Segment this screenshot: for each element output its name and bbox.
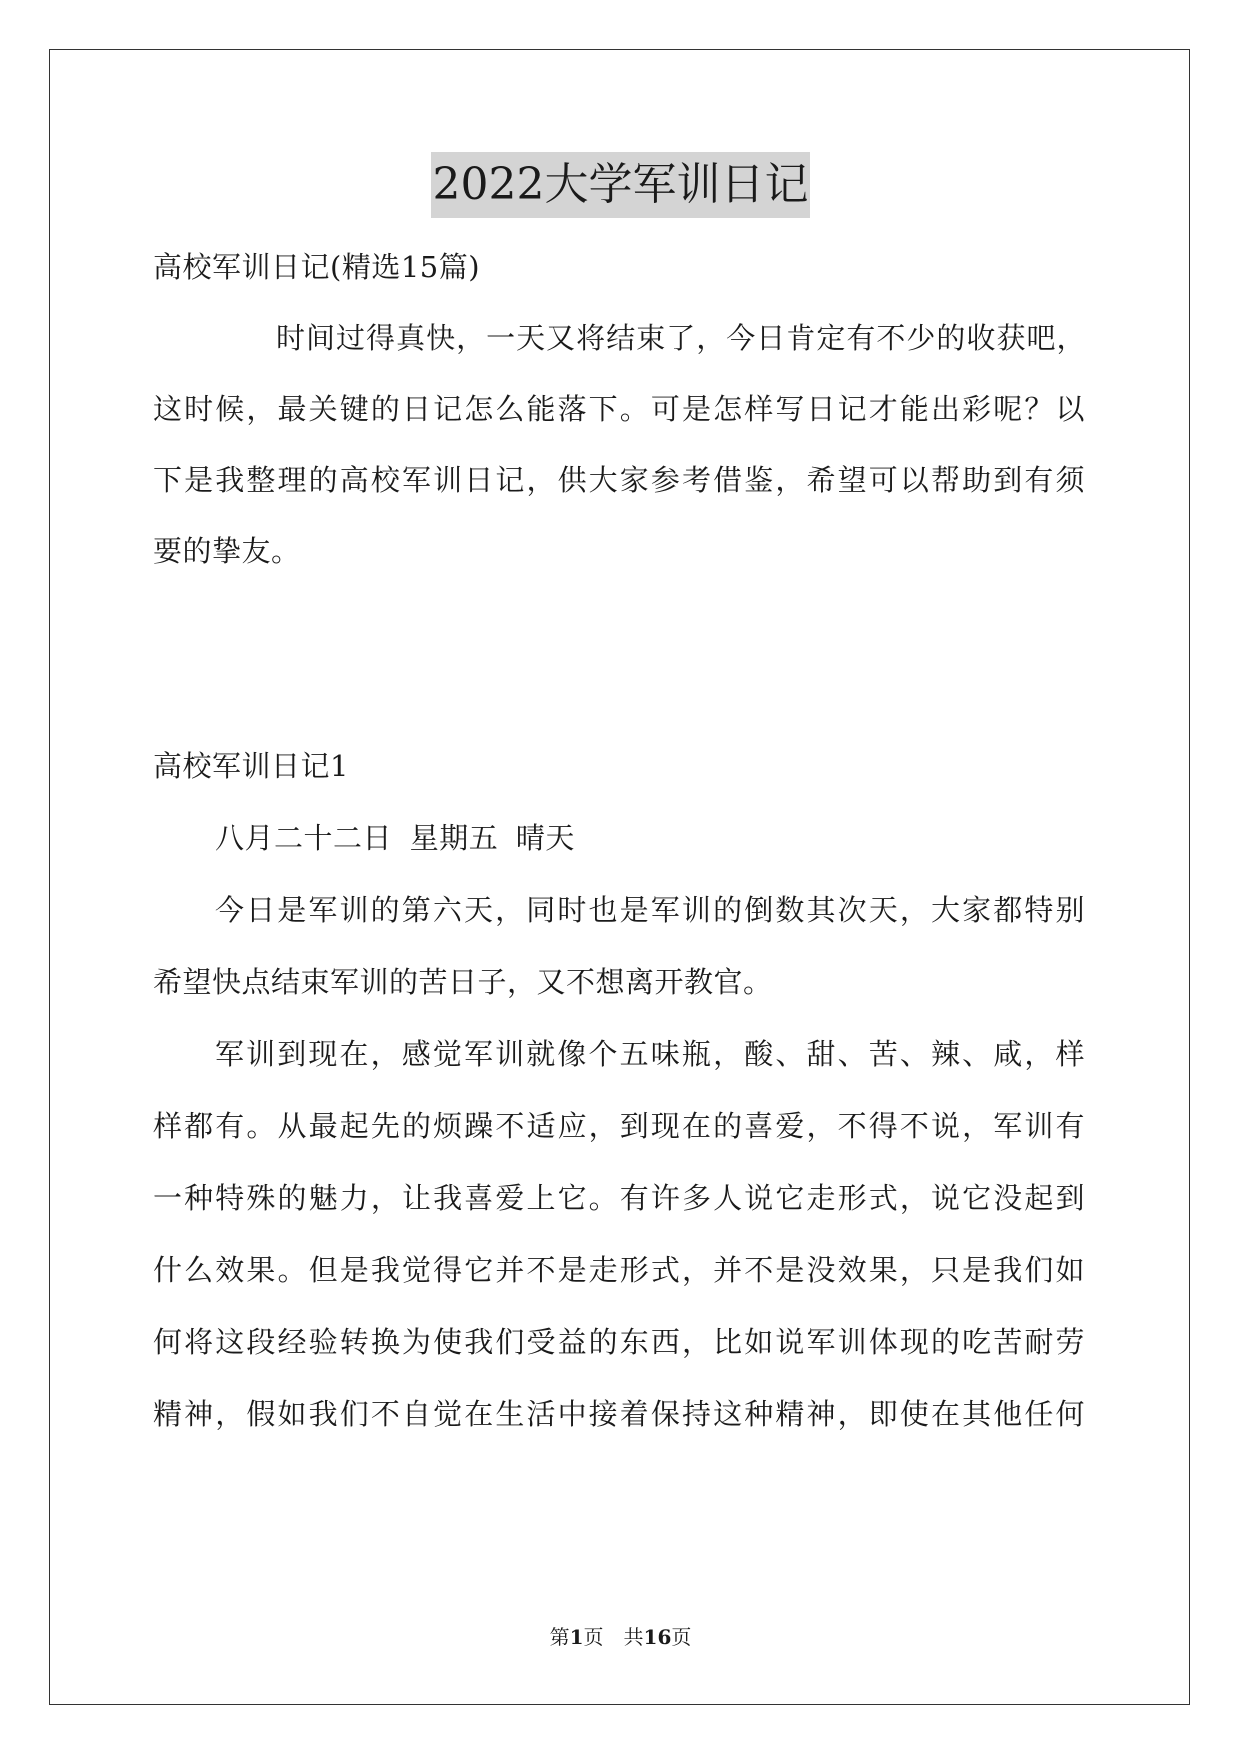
footer-page-suffix: 页 [671, 1625, 692, 1649]
intro-line-3: 下是我整理的高校军训日记，供大家参考借鉴，希望可以帮助到有须 [153, 463, 1085, 497]
para2-line-6: 精神，假如我们不自觉在生活中接着保持这种精神，即使在其他任何 [153, 1397, 1085, 1431]
footer-page-mid: 页 共 [583, 1625, 644, 1649]
para2-line-2: 样都有。从最起先的烦躁不适应，到现在的喜爱，不得不说，军训有 [153, 1109, 1085, 1143]
document-title: 2022大学军训日记 [431, 152, 811, 218]
intro-line-2: 这时候，最关键的日记怎么能落下。可是怎样写日记才能出彩呢？以 [153, 392, 1085, 426]
intro-line-1: 时间过得真快，一天又将结束了，今日肯定有不少的收获吧， [276, 321, 1086, 355]
date-line: 八月二十二日 星期五 晴天 [215, 821, 575, 855]
document-subtitle: 高校军训日记(精选15篇) [153, 250, 481, 284]
section-heading: 高校军训日记1 [153, 749, 349, 783]
intro-line-4: 要的挚友。 [153, 534, 301, 568]
para1-line-2: 希望快点结束军训的苦日子，又不想离开教官。 [153, 965, 773, 999]
para2-line-5: 何将这段经验转换为使我们受益的东西，比如说军训体现的吃苦耐劳 [153, 1325, 1085, 1359]
para1-line-1: 今日是军训的第六天，同时也是军训的倒数其次天，大家都特别 [215, 893, 1085, 927]
footer-page-prefix: 第 [549, 1625, 570, 1649]
para2-line-3: 一种特殊的魅力，让我喜爱上它。有许多人说它走形式，说它没起到 [153, 1181, 1085, 1215]
footer-page-current: 1 [569, 1625, 584, 1649]
page-border [49, 49, 1190, 1705]
document-title-container [0, 152, 1241, 218]
footer-page-total: 16 [643, 1625, 672, 1649]
page-footer [0, 1622, 1241, 1652]
para2-line-4: 什么效果。但是我觉得它并不是走形式，并不是没效果，只是我们如 [153, 1253, 1085, 1287]
para2-line-1: 军训到现在，感觉军训就像个五味瓶，酸、甜、苦、辣、咸，样 [215, 1037, 1085, 1071]
